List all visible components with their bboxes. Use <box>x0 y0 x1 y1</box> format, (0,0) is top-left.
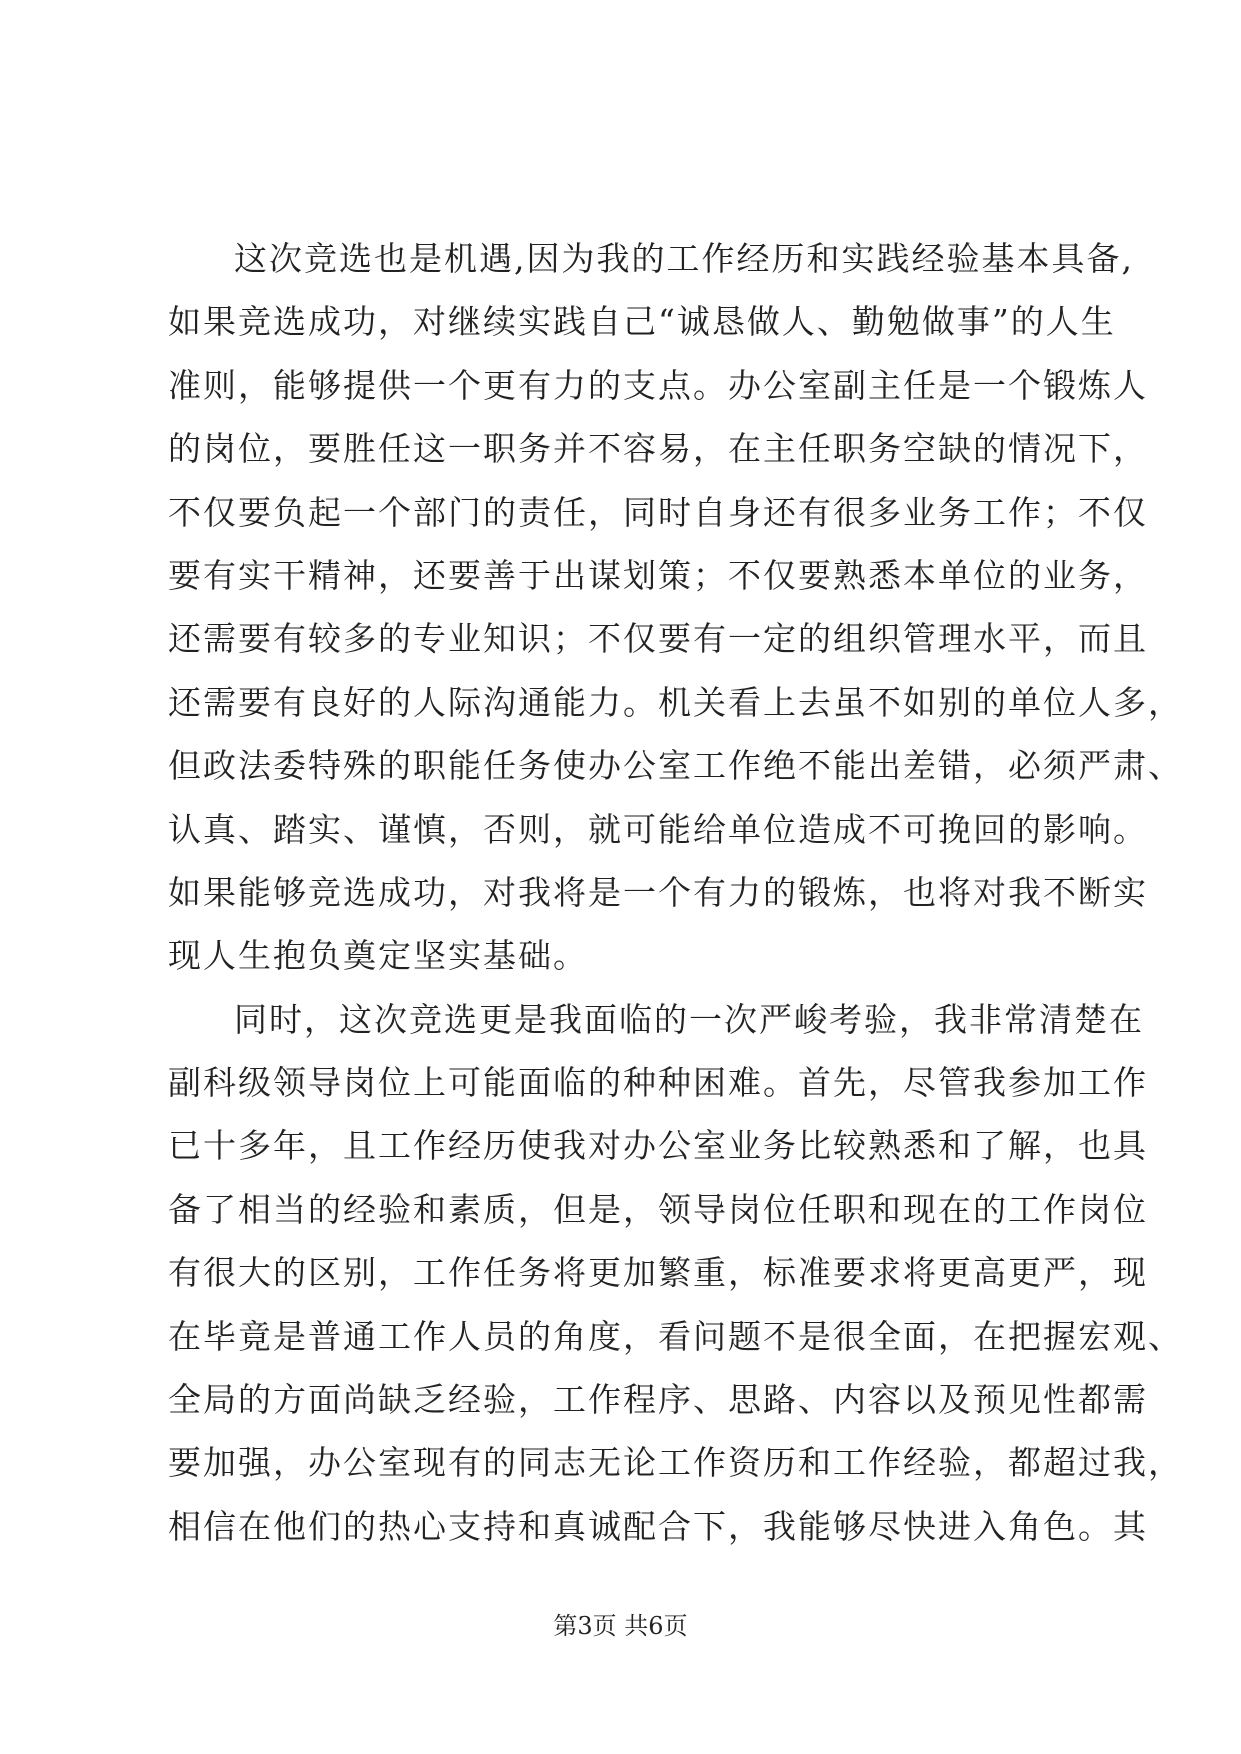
paragraph-1 <box>168 227 1183 988</box>
paragraph-line: 要加强，办公室现有的同志无论工作资历和工作经验，都超过我， <box>168 1443 1183 1483</box>
paragraph-line: 准则，能够提供一个更有力的支点。办公室副主任是一个锻炼人 <box>168 365 1148 405</box>
paragraph-line: 副科级领导岗位上可能面临的种种困难。首先，尽管我参加工作 <box>168 1063 1148 1103</box>
paragraph-line: 相信在他们的热心支持和真诚配合下，我能够尽快进入角色。其 <box>168 1506 1148 1546</box>
paragraph-line: 但政法委特殊的职能任务使办公室工作绝不能出差错，必须严肃、 <box>168 746 1183 786</box>
document-body <box>168 227 1183 1558</box>
paragraph-line: 的岗位，要胜任这一职务并不容易，在主任职务空缺的情况下， <box>168 429 1148 469</box>
paragraph-line: 认真、踏实、谨慎，否则，就可能给单位造成不可挽回的影响。 <box>168 809 1148 849</box>
paragraph-line: 现人生抱负奠定坚实基础。 <box>168 936 588 976</box>
paragraph-line: 同时，这次竞选更是我面临的一次严峻考验，我非常清楚在 <box>234 999 1144 1039</box>
paragraph-line: 已十多年，且工作经历使我对办公室业务比较熟悉和了解，也具 <box>168 1126 1148 1166</box>
paragraph-line: 有很大的区别，工作任务将更加繁重，标准要求将更高更严，现 <box>168 1253 1148 1293</box>
paragraph-line: 还需要有良好的人际沟通能力。机关看上去虽不如别的单位人多， <box>168 682 1183 722</box>
paragraph-2 <box>168 988 1183 1559</box>
paragraph-line: 如果竞选成功，对继续实践自己“诚恳做人、勤勉做事”的人生 <box>168 302 1116 342</box>
paragraph-line: 不仅要负起一个部门的责任，同时自身还有很多业务工作；不仅 <box>168 492 1148 532</box>
paragraph-line: 备了相当的经验和素质，但是，领导岗位任职和现在的工作岗位 <box>168 1189 1148 1229</box>
paragraph-line: 如果能够竞选成功，对我将是一个有力的锻炼，也将对我不断实 <box>168 872 1148 912</box>
paragraph-line: 全局的方面尚缺乏经验，工作程序、思路、内容以及预见性都需 <box>168 1380 1148 1420</box>
paragraph-line: 在毕竟是普通工作人员的角度，看问题不是很全面，在把握宏观、 <box>168 1316 1183 1356</box>
paragraph-line: 还需要有较多的专业知识；不仅要有一定的组织管理水平，而且 <box>168 619 1148 659</box>
paragraph-line: 要有实干精神，还要善于出谋划策；不仅要熟悉本单位的业务， <box>168 555 1148 595</box>
page-number-footer: 第3页 共6页 <box>553 1612 688 1640</box>
paragraph-line: 这次竞选也是机遇,因为我的工作经历和实践经验基本具备, <box>234 239 1134 278</box>
